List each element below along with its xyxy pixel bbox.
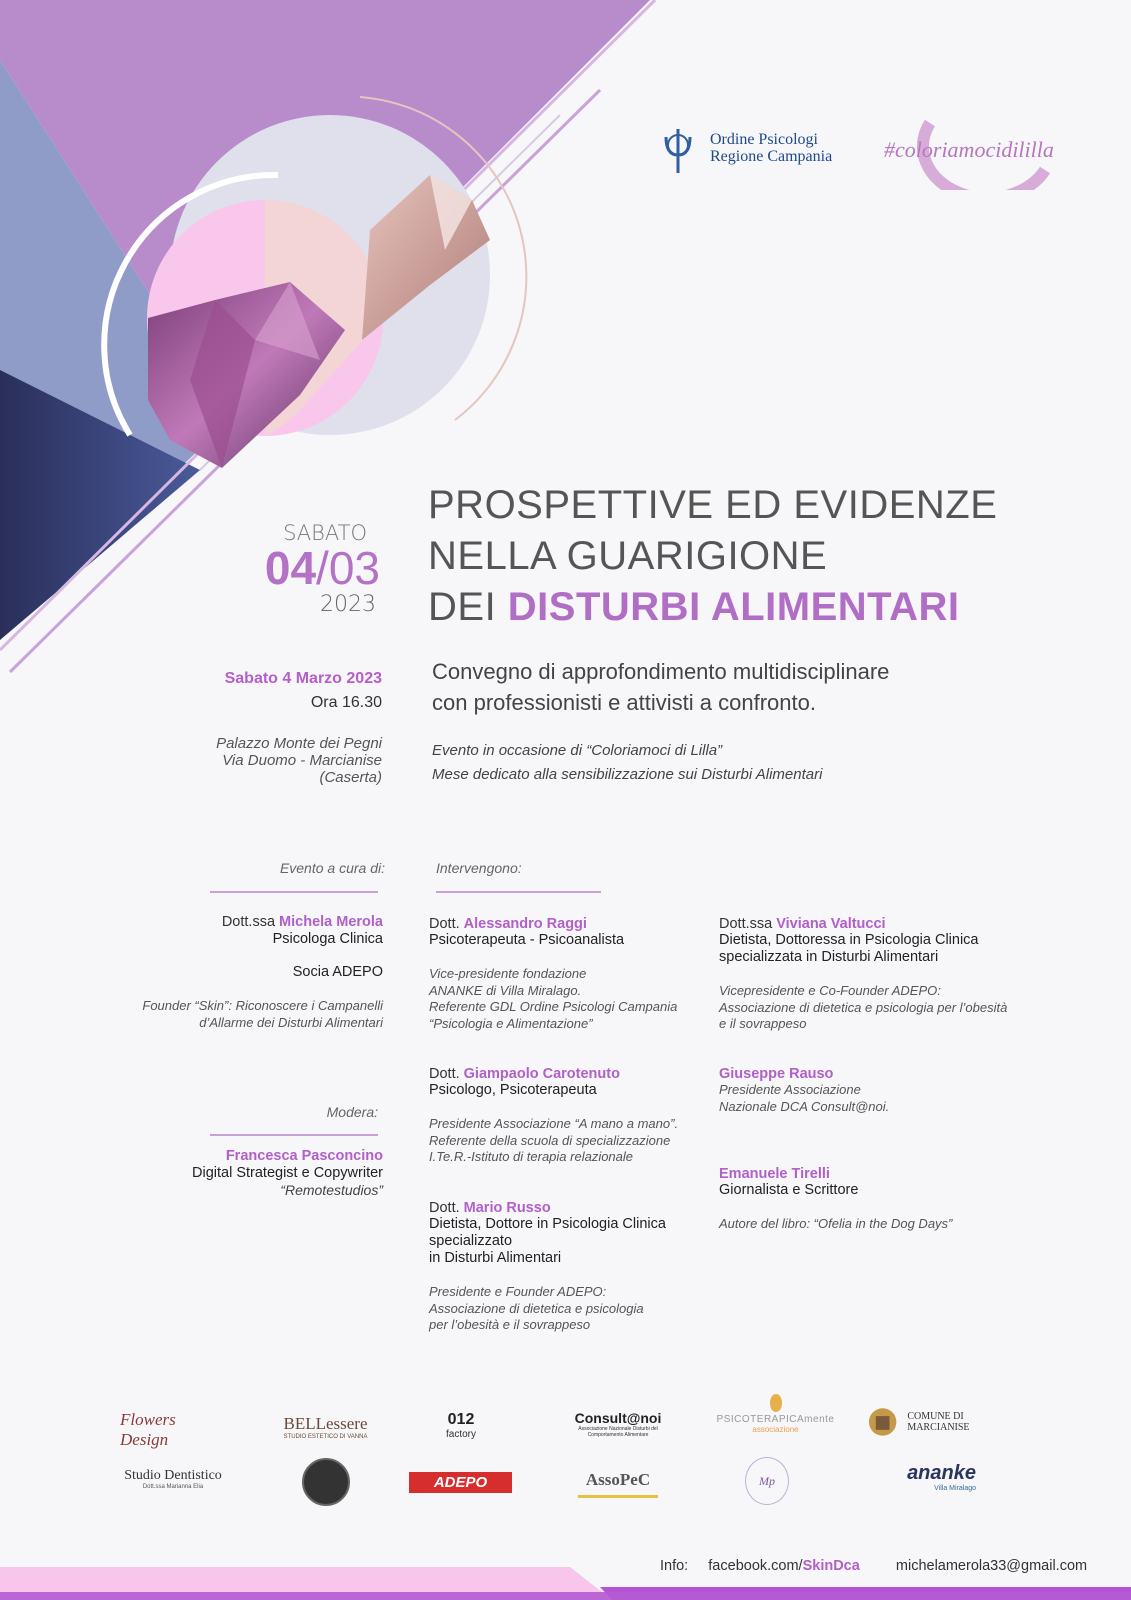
venue-line3: (Caserta) bbox=[319, 769, 382, 786]
speaker-note: Associazione di dietetica e psicologia per l’obesità bbox=[719, 999, 1008, 1015]
speaker-role: Psicologo, Psicoterapeuta bbox=[429, 1082, 597, 1098]
comune-marcianise-logo bbox=[866, 1405, 1026, 1439]
speaker-title: Dott. bbox=[429, 1066, 464, 1082]
consult-logo bbox=[562, 1404, 674, 1444]
organizer-divider bbox=[210, 891, 378, 893]
occasion-line2: Mese dedicato alla sensibilizzazione sui Disturbi Alimentari bbox=[432, 766, 823, 783]
factory-name: 012 bbox=[447, 1410, 475, 1428]
info-label: Info: bbox=[660, 1558, 689, 1574]
flowers-design-logo: Flowers Design bbox=[120, 1410, 176, 1449]
mp-logo: Mp bbox=[745, 1457, 789, 1505]
title-line3 bbox=[428, 582, 997, 633]
psico-sub: associazione bbox=[752, 1424, 799, 1434]
date-slash: / bbox=[316, 542, 329, 594]
ananke-name: ananke bbox=[907, 1462, 976, 1484]
title-line2: NELLA GUARIGIONE bbox=[428, 534, 828, 578]
assopec-logo: AssoPeC bbox=[578, 1465, 658, 1498]
speaker-name: Emanuele Tirelli bbox=[719, 1166, 830, 1182]
speaker-note: Referente GDL Ordine Psicologi Campania bbox=[429, 999, 678, 1014]
moderator-name: Francesca Pasconcino bbox=[225, 1148, 383, 1164]
occasion bbox=[432, 739, 822, 787]
speaker-note: per l’obesità e il sovrappeso bbox=[429, 1317, 591, 1332]
title-line1: PROSPETTIVE ED EVIDENZE bbox=[428, 483, 998, 527]
venue-line2: Via Duomo - Marcianise bbox=[222, 752, 382, 769]
speaker-note: Vice-presidente fondazione bbox=[429, 966, 587, 981]
speaker-note: Autore del libro: “Ofelia in the Dog Days” bbox=[719, 1216, 953, 1231]
facebook-link[interactable] bbox=[708, 1558, 860, 1574]
dentist-sub: Dott.ssa Marianna Elia bbox=[142, 1484, 204, 1490]
speaker-note: Associazione di dietetica e psicologia bbox=[429, 1300, 644, 1316]
event-date-text: Sabato 4 Marzo 2023 bbox=[224, 670, 382, 687]
email-link[interactable]: michelamerola33@gmail.com bbox=[895, 1558, 1088, 1574]
psi-symbol-icon bbox=[658, 125, 698, 175]
adepo-logo: ADEPO bbox=[409, 1472, 512, 1493]
coat-of-arms-icon bbox=[866, 1405, 899, 1439]
speaker-role: specializzata in Disturbi Alimentari bbox=[719, 949, 939, 965]
bellessere-sub: STUDIO ESTETICO DI VANNA bbox=[283, 1434, 368, 1440]
speaker-role: Giornalista e Scrittore bbox=[719, 1182, 859, 1198]
speaker-name: Giuseppe Rauso bbox=[719, 1066, 834, 1082]
comune-name: COMUNE DI MARCIANISE bbox=[907, 1411, 970, 1433]
organizer-role: Psicologa Clinica bbox=[272, 931, 383, 947]
speaker-title: Dott.ssa bbox=[719, 916, 777, 932]
bellessere-name: BELLessere bbox=[283, 1414, 368, 1433]
date-year: 2023 bbox=[320, 592, 376, 617]
factory-logo bbox=[436, 1400, 486, 1450]
organizer-membership: Socia ADEPO bbox=[292, 964, 383, 980]
organizer-title: Dott.ssa bbox=[221, 914, 280, 930]
facebook-prefix: facebook.com/ bbox=[708, 1558, 803, 1574]
round-badge-logo bbox=[302, 1458, 350, 1506]
venue-line1: Palazzo Monte dei Pegni bbox=[216, 735, 382, 752]
date-weekday: SABATO bbox=[283, 521, 367, 545]
footer-info bbox=[660, 1558, 1087, 1574]
org-logo-line2: Regione Campania bbox=[710, 148, 833, 165]
org-logo-line1: Ordine Psicologi bbox=[710, 131, 818, 148]
speaker-role: specializzato bbox=[429, 1233, 513, 1249]
speaker-note: Vicepresidente e Co-Founder ADEPO: bbox=[719, 983, 941, 998]
event-title bbox=[428, 480, 997, 633]
campaign-logo-text: #coloriamocidililla bbox=[884, 137, 1054, 162]
organizer-founder bbox=[80, 998, 383, 1031]
speaker-role: Dietista, Dottore in Psicologia Clinica bbox=[429, 1216, 666, 1232]
moderator-company: “Remotestudios” bbox=[280, 1182, 383, 1198]
date-month: 03 bbox=[328, 542, 380, 594]
coloriamoci-logo bbox=[884, 115, 1054, 190]
event-time-text: Ora 16.30 bbox=[310, 694, 382, 711]
speaker-note: I.Te.R.-Istituto di terapia relazionale bbox=[429, 1149, 634, 1164]
date-day: 04 bbox=[264, 542, 317, 594]
moderator-label: Modera: bbox=[326, 1104, 378, 1120]
moderator-divider bbox=[210, 1134, 378, 1136]
speaker-card bbox=[429, 1200, 709, 1334]
speakers-divider bbox=[436, 891, 601, 893]
facebook-page: SkinDca bbox=[802, 1558, 860, 1574]
speaker-note: Referente della scuola di specializzazione bbox=[429, 1132, 671, 1148]
psicoterapicamente-logo bbox=[718, 1385, 833, 1440]
ananke-sub: Villa Miralago bbox=[934, 1485, 976, 1492]
consult-name: Consult@noi bbox=[574, 1410, 662, 1426]
speaker-card bbox=[719, 1166, 1039, 1233]
consult-sub: Associazione Nazionale Disturbi del Comportamento Alimentare bbox=[578, 1426, 658, 1438]
organizer-founder-line2: d’Allarme dei Disturbi Alimentari bbox=[199, 1014, 383, 1030]
speaker-card bbox=[429, 1066, 709, 1166]
speaker-card bbox=[719, 916, 1039, 1033]
factory-sub: factory bbox=[445, 1428, 476, 1440]
speaker-name: Viviana Valtucci bbox=[776, 916, 886, 932]
organizer-label: Evento a cura di: bbox=[279, 860, 385, 876]
date-daymonth bbox=[200, 542, 380, 594]
ananke-logo bbox=[882, 1457, 976, 1497]
speakers-label: Intervengono: bbox=[436, 860, 522, 876]
psico-name: PSICOTERAPICAmente bbox=[716, 1413, 835, 1425]
speaker-note: Nazionale DCA Consult@noi. bbox=[719, 1098, 890, 1114]
organizer-name: Michela Merola bbox=[279, 914, 383, 930]
speaker-title: Dott. bbox=[429, 916, 464, 932]
speaker-note: Presidente Associazione “A mano a mano”. bbox=[429, 1116, 679, 1131]
speaker-card bbox=[719, 1066, 1039, 1115]
speaker-note: Presidente Associazione bbox=[719, 1082, 861, 1097]
speaker-name-row bbox=[719, 1166, 1039, 1182]
speaker-note: e il sovrappeso bbox=[719, 1016, 807, 1031]
speaker-name-row bbox=[429, 916, 709, 932]
speaker-role: Dietista, Dottoressa in Psicologia Clinica bbox=[719, 932, 979, 948]
speaker-name: Giampaolo Carotenuto bbox=[463, 1066, 620, 1082]
head-profiles-icon bbox=[764, 1392, 788, 1414]
organizer-name-row bbox=[100, 914, 383, 930]
title-line3-prefix: DEI bbox=[428, 585, 508, 629]
speaker-role: Psicoterapeuta - Psicoanalista bbox=[429, 932, 625, 948]
moderator-role: Digital Strategist e Copywriter bbox=[192, 1165, 383, 1181]
speaker-name-row bbox=[429, 1066, 709, 1082]
studio-dentistico-logo bbox=[112, 1463, 234, 1495]
dentist-name: Studio Dentistico bbox=[124, 1468, 222, 1483]
description-line1: Convegno di approfondimento multidisciplinare bbox=[432, 659, 890, 684]
speaker-name-row bbox=[429, 1200, 709, 1216]
speaker-name-row bbox=[719, 1066, 1039, 1082]
description-line2: con professionisti e attivisti a confronto. bbox=[432, 690, 816, 715]
speaker-note: ANANKE di Villa Miralago. bbox=[429, 982, 582, 998]
organizer-founder-line1: Founder “Skin”: Riconoscere i Campanelli bbox=[142, 998, 383, 1013]
speaker-name-row bbox=[719, 916, 1039, 932]
description bbox=[432, 656, 889, 718]
title-highlight: DISTURBI ALIMENTARI bbox=[507, 585, 960, 629]
speaker-title: Dott. bbox=[429, 1200, 464, 1216]
speaker-card bbox=[429, 916, 709, 1032]
speaker-note: “Psicologia e Alimentazione” bbox=[429, 1015, 593, 1031]
speaker-role: in Disturbi Alimentari bbox=[429, 1250, 562, 1266]
occasion-line1: Evento in occasione di “Coloriamoci di Lilla” bbox=[432, 742, 723, 759]
ordine-psicologi-logo bbox=[658, 125, 848, 175]
event-venue bbox=[130, 735, 382, 786]
speaker-note: Presidente e Founder ADEPO: bbox=[429, 1284, 607, 1299]
bellessere-logo bbox=[268, 1402, 383, 1452]
speaker-name: Alessandro Raggi bbox=[463, 916, 587, 932]
speaker-name: Mario Russo bbox=[463, 1200, 551, 1216]
